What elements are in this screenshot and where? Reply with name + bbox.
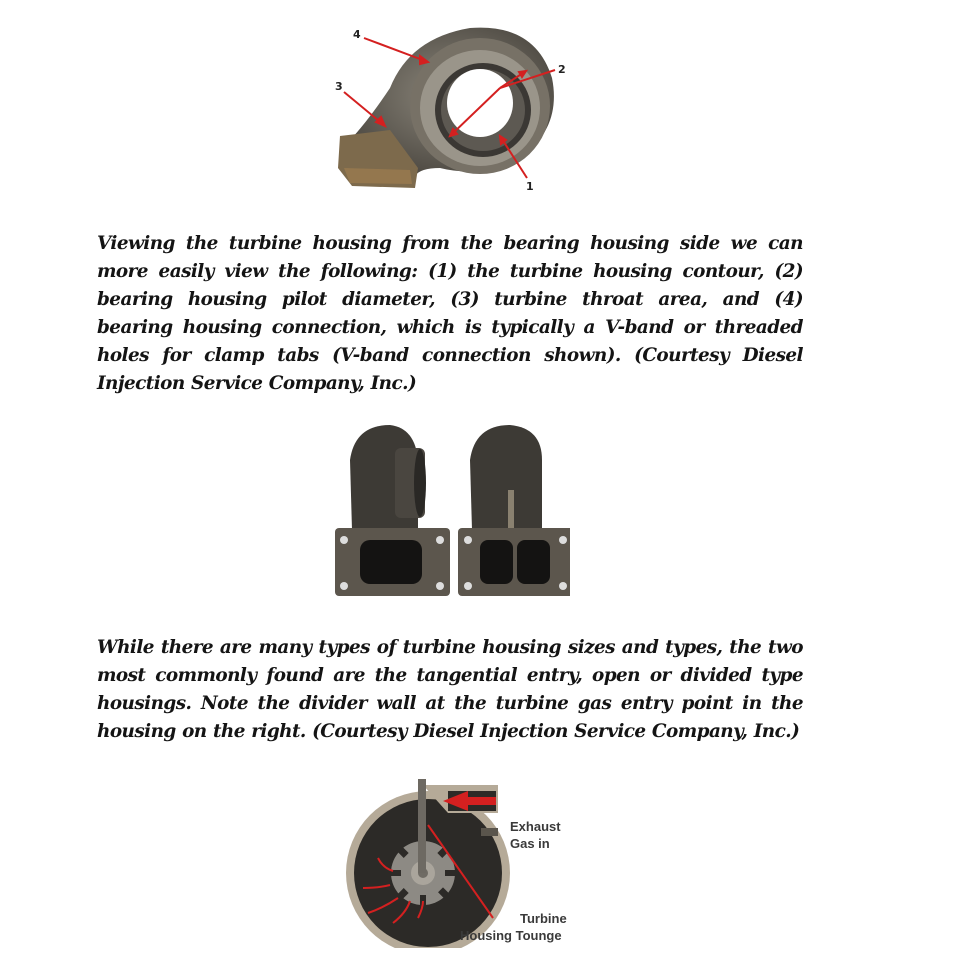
callout-2: 2	[558, 63, 566, 76]
turbine-housing-illustration	[330, 18, 590, 193]
figure-2-housings-photo	[330, 420, 570, 600]
figure-1-caption: Viewing the turbine housing from the bearing housing side we can more easily view the following: (1) the turbine housing contour, (2) bearing housing pilot diameter, (3) turbine throat area, and (4) bearing housing connection, which is typically a V-band or threaded holes for clamp tabs (V-band connection shown). (Courtesy Diesel Injection Service Company, Inc.)	[97, 233, 803, 395]
figure-1-turbine-housing-photo	[330, 18, 590, 193]
divided-housing	[458, 425, 570, 596]
tongue-label-line2: Housing Tounge	[460, 928, 562, 943]
figure-2-caption: While there are many types of turbine housing sizes and types, the two most commonly found are the tangential entry, open or divided type housings. Note the divider wall at the turbine gas entry point in the housing on the right. (Courtesy Diesel Injection Service Company, Inc.)	[97, 637, 803, 743]
open-and-divided-housings-illustration	[330, 420, 570, 600]
callout-4: 4	[353, 28, 361, 41]
tongue-label-line1: Turbine	[520, 911, 567, 926]
callout-1: 1	[526, 180, 534, 193]
figure-3-cutaway-diagram	[338, 773, 578, 948]
exhaust-label-line1: Exhaust	[510, 819, 561, 834]
exhaust-label-line2: Gas in	[510, 836, 550, 851]
open-housing	[335, 425, 450, 596]
turbine-cutaway-illustration	[338, 773, 578, 948]
callout-3: 3	[335, 80, 343, 93]
